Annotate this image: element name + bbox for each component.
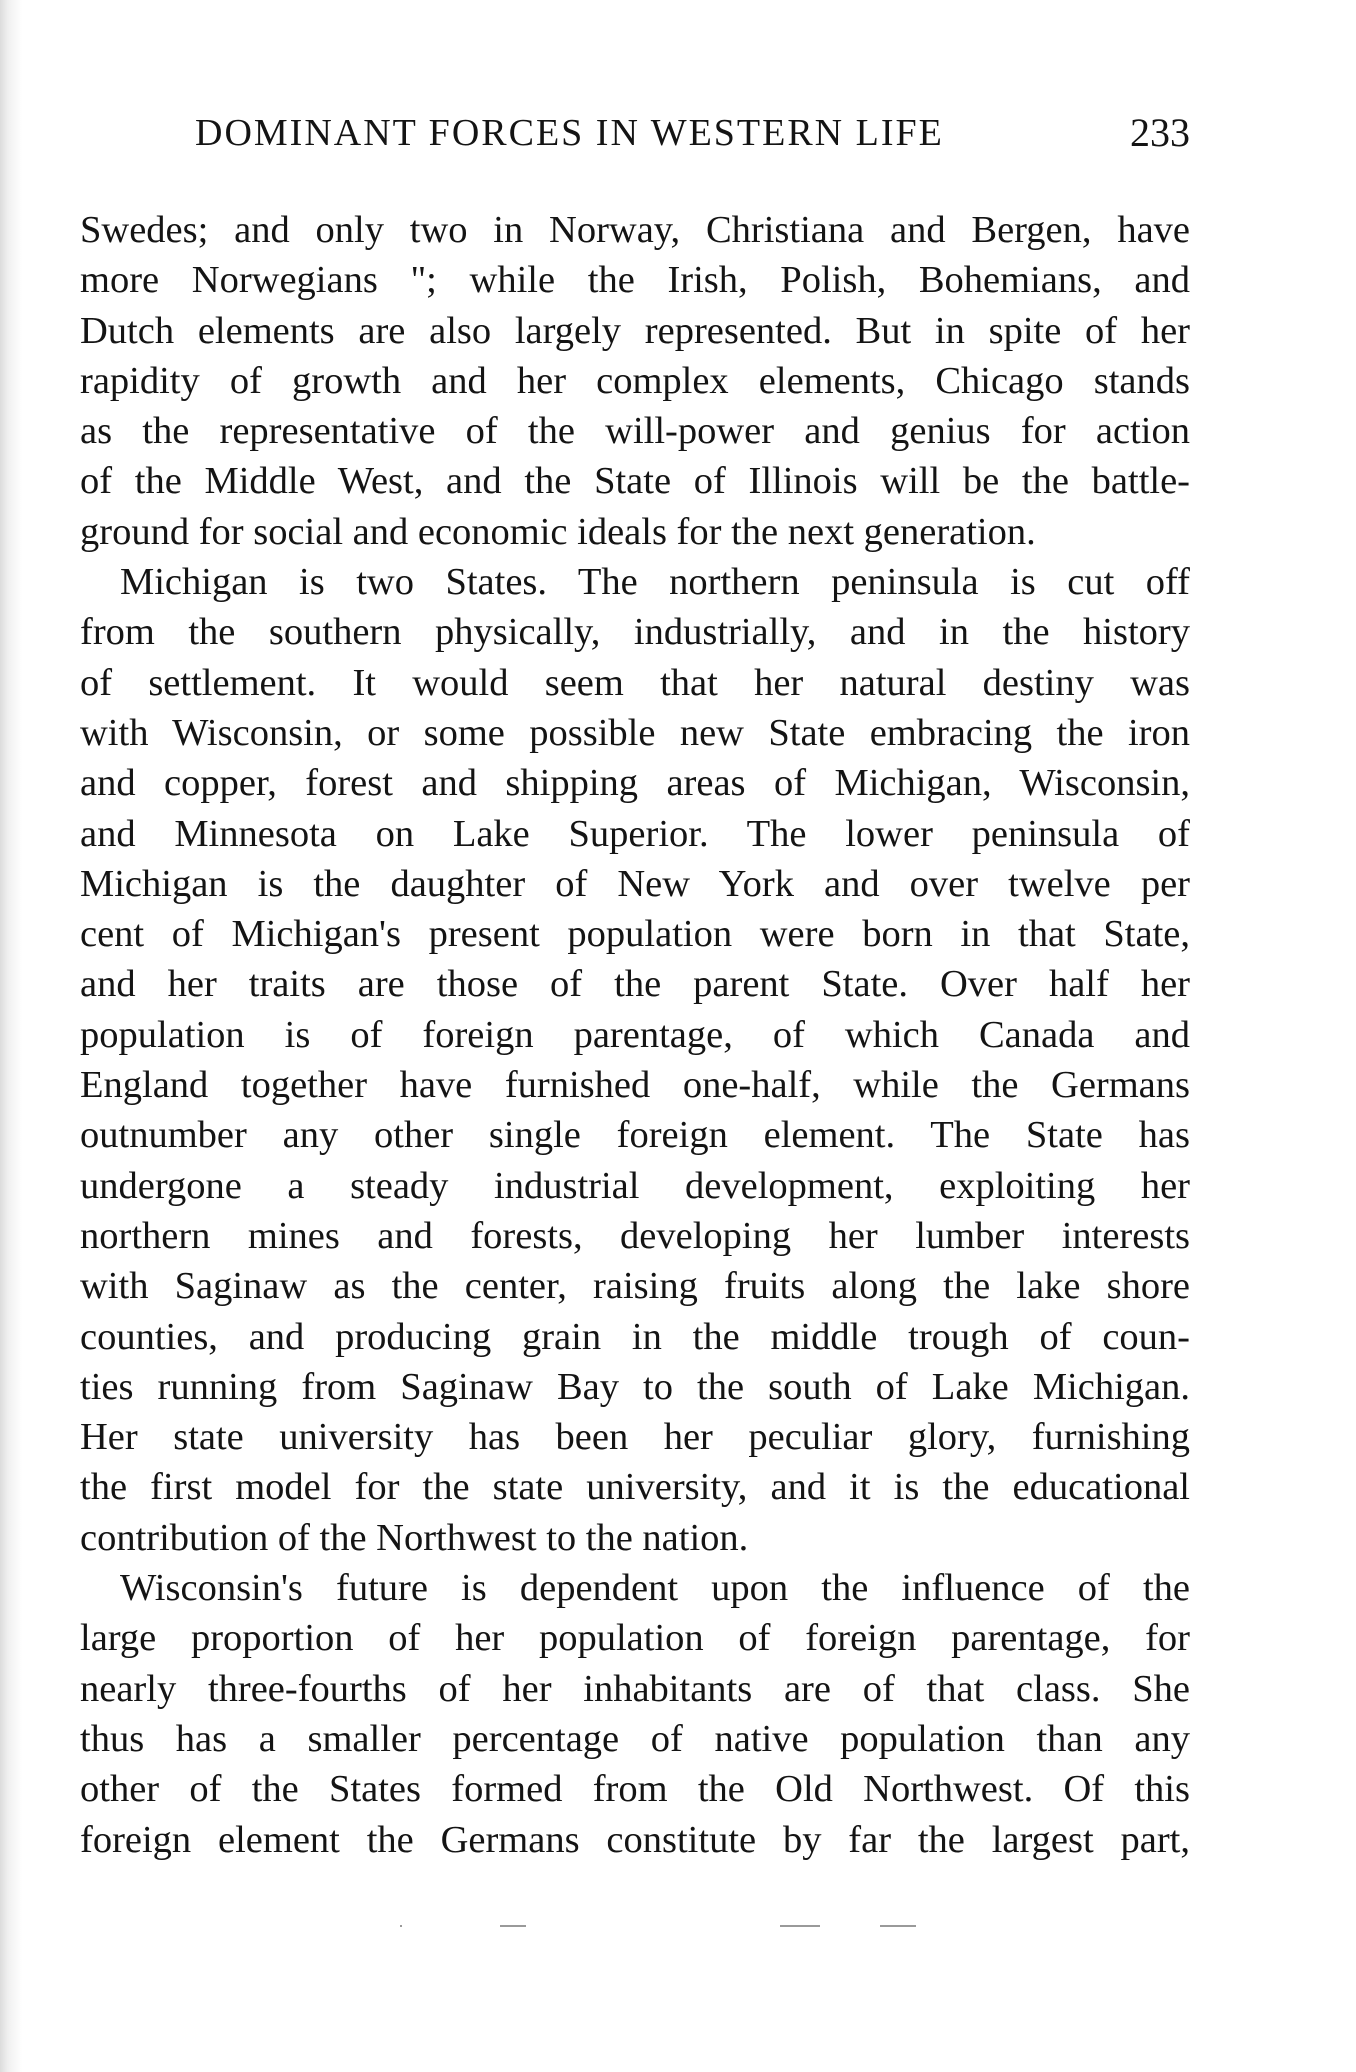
paragraph-michigan bbox=[80, 557, 1190, 1563]
scan-mark bbox=[400, 1925, 402, 1927]
text-line: thus has a smaller percentage of native population than any bbox=[80, 1717, 1190, 1760]
text-line: population is of foreign parentage, of which Canada and bbox=[80, 1013, 1190, 1056]
text-line: and Minnesota on Lake Superior. The lower peninsula of bbox=[80, 812, 1190, 855]
text-line: foreign element the Germans constitute by far the largest part, bbox=[80, 1818, 1190, 1861]
scan-mark bbox=[880, 1925, 916, 1927]
scan-mark bbox=[780, 1925, 820, 1927]
text-line: the first model for the state university, and it is the educational bbox=[80, 1466, 1190, 1509]
text-line: ground for social and economic ideals for the next generation. bbox=[80, 510, 1036, 553]
scan-mark bbox=[500, 1925, 526, 1927]
text-line: rapidity of growth and her complex elements, Chicago stands bbox=[80, 359, 1190, 402]
text-line: Michigan is the daughter of New York and over twelve per bbox=[80, 862, 1190, 905]
text-line: from the southern physically, industrially, and in the history bbox=[80, 611, 1190, 654]
page-number: 233 bbox=[1130, 110, 1190, 155]
text-line: cent of Michigan's present population were born in that State, bbox=[80, 913, 1190, 956]
text-line: with Saginaw as the center, raising fruits along the lake shore bbox=[80, 1265, 1190, 1308]
text-line: Her state university has been her peculiar glory, furnishing bbox=[80, 1416, 1190, 1459]
text-line: and copper, forest and shipping areas of Michigan, Wisconsin, bbox=[80, 762, 1190, 805]
text-line: ties running from Saginaw Bay to the south of Lake Michigan. bbox=[80, 1365, 1190, 1408]
text-line: large proportion of her population of foreign parentage, for bbox=[80, 1617, 1190, 1660]
text-line: England together have furnished one-half, while the Germans bbox=[80, 1064, 1190, 1107]
text-line: with Wisconsin, or some possible new State embracing the iron bbox=[80, 711, 1190, 754]
text-line: undergone a steady industrial development, exploiting her bbox=[80, 1164, 1190, 1207]
scan-artifact-marks bbox=[400, 1925, 940, 1933]
text-line: contribution of the Northwest to the nation. bbox=[80, 1516, 749, 1559]
body-text bbox=[80, 205, 1190, 1865]
text-line: Wisconsin's future is dependent upon the influence of the bbox=[120, 1567, 1190, 1610]
text-line: other of the States formed from the Old Northwest. Of this bbox=[80, 1768, 1190, 1811]
text-line: northern mines and forests, developing her lumber interests bbox=[80, 1214, 1190, 1257]
text-line: Michigan is two States. The northern peninsula is cut off bbox=[120, 561, 1190, 604]
paragraph-wisconsin bbox=[80, 1563, 1190, 1865]
text-line: outnumber any other single foreign element. The State has bbox=[80, 1114, 1190, 1157]
page-gutter-shadow bbox=[0, 0, 22, 2072]
text-line: more Norwegians "; while the Irish, Polish, Bohemians, and bbox=[80, 259, 1190, 302]
text-line: and her traits are those of the parent State. Over half her bbox=[80, 963, 1190, 1006]
page-header bbox=[80, 108, 1190, 158]
text-line: Dutch elements are also largely represented. But in spite of her bbox=[80, 309, 1190, 352]
running-head: DOMINANT FORCES IN WESTERN LIFE bbox=[195, 112, 944, 154]
text-line: counties, and producing grain in the middle trough of coun- bbox=[80, 1315, 1190, 1358]
paragraph-chicago bbox=[80, 205, 1190, 557]
text-line: as the representative of the will-power and genius for action bbox=[80, 410, 1190, 453]
text-line: of the Middle West, and the State of Illinois will be the battle- bbox=[80, 460, 1190, 503]
text-line: of settlement. It would seem that her natural destiny was bbox=[80, 661, 1190, 704]
text-line: nearly three-fourths of her inhabitants are of that class. She bbox=[80, 1667, 1190, 1710]
text-line: Swedes; and only two in Norway, Christiana and Bergen, have bbox=[80, 209, 1190, 251]
